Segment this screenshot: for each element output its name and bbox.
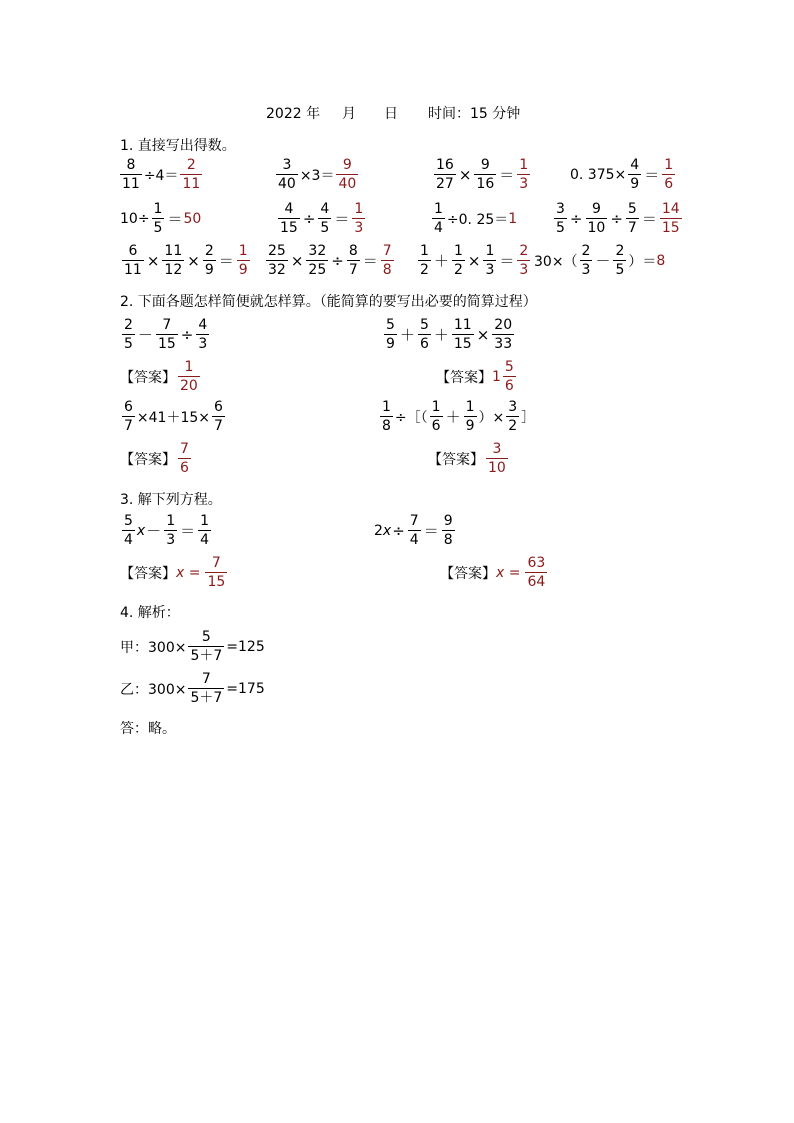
- fraction: $\frac{9}{8}$: [443, 513, 453, 548]
- equals: ＝: [644, 166, 660, 184]
- fraction: $\frac{3}{40}$: [278, 157, 296, 192]
- operator: ÷: [331, 251, 344, 270]
- q1-k: [416, 244, 532, 277]
- fraction: $\frac{11}{12}$: [164, 243, 183, 278]
- q1-i: [120, 244, 252, 277]
- q2-a: [120, 318, 211, 351]
- expr-text: 乙：300×: [120, 681, 187, 698]
- q2-a-answer: [120, 360, 202, 393]
- operator: ×: [467, 251, 481, 270]
- section-3-title: 3. 解下列方程。: [120, 492, 222, 508]
- expr-text: =175: [226, 680, 265, 697]
- expr-text: 0. 375×: [570, 166, 627, 183]
- q2-b: [382, 318, 516, 351]
- answer: 8: [656, 252, 666, 269]
- answer: $\frac{7}{6}$: [180, 441, 189, 476]
- fraction: $\frac{1}{2}$: [453, 243, 463, 278]
- fraction: $\frac{7}{4}$: [409, 513, 419, 548]
- equals: ＝: [499, 252, 515, 270]
- expr-text: 10÷: [120, 210, 150, 227]
- operator: ×: [458, 165, 472, 184]
- fraction: $\frac{1}{9}$: [465, 399, 475, 434]
- q3-a: [120, 514, 213, 547]
- fraction: $\frac{9}{16}$: [476, 157, 495, 192]
- q4-jia: [120, 630, 265, 663]
- equals: ＝: [641, 210, 657, 228]
- fraction: $\frac{6}{11}$: [124, 243, 142, 278]
- fraction: $\frac{9}{10}$: [587, 201, 606, 236]
- fraction: $\frac{1}{3}$: [485, 243, 495, 278]
- operator: ÷: [610, 209, 623, 228]
- q1-l: [534, 244, 665, 277]
- q2-d-answer: [428, 442, 510, 475]
- answer: $\frac{1}{3}$: [519, 157, 529, 192]
- fraction: $\frac{5}{6}$: [419, 317, 429, 352]
- q1-b: [274, 158, 360, 191]
- operator: ÷: [180, 325, 194, 344]
- equals: ＝: [180, 522, 196, 540]
- operator: ＋: [433, 252, 449, 270]
- expr-text: ÷［（: [394, 409, 428, 426]
- q2-b-answer: [436, 360, 518, 393]
- header-month: 月: [342, 106, 356, 122]
- q2-c: [120, 400, 227, 433]
- fraction: $\frac{5}{7}$: [627, 201, 637, 236]
- answer: 1 $\frac{5}{6}$: [492, 359, 514, 394]
- variable: x: [382, 522, 392, 539]
- fraction: $\frac{1}{5}$: [153, 201, 163, 236]
- expr-text: 甲：300×: [120, 639, 187, 656]
- fraction: $\frac{32}{25}$: [308, 243, 327, 278]
- answer-label: 【答案】: [436, 369, 492, 386]
- operator: －: [137, 326, 153, 344]
- answer-label: 【答案】: [428, 451, 484, 468]
- expr-text: 30×（: [534, 253, 578, 270]
- answer-label: 【答案】: [120, 369, 176, 386]
- fraction: $\frac{3}{5}$: [556, 201, 565, 236]
- answer: 50: [183, 210, 202, 227]
- fraction: $\frac{2}{5}$: [124, 317, 133, 352]
- answer: $\frac{9}{40}$: [338, 157, 357, 192]
- fraction: $\frac{1}{2}$: [420, 243, 429, 278]
- fraction: $\frac{4}{15}$: [280, 201, 298, 236]
- answer-label: 【答案】: [120, 565, 176, 582]
- operator: ×: [146, 251, 160, 270]
- q1-d: [570, 158, 677, 191]
- answer: $\frac{3}{10}$: [488, 441, 506, 476]
- fraction: $\frac{2}{9}$: [204, 243, 214, 278]
- fraction: $\frac{16}{27}$: [436, 157, 454, 192]
- q2-c-answer: [120, 442, 193, 475]
- operator: ÷: [392, 521, 405, 540]
- operator: ＋: [399, 326, 415, 344]
- operator: ＋: [445, 408, 461, 426]
- fraction: $\frac{4}{9}$: [630, 157, 640, 192]
- fraction: $\frac{2}{5}$: [615, 243, 625, 278]
- q1-e: [120, 202, 201, 235]
- answer: $\frac{2}{11}$: [182, 157, 201, 192]
- expr-text: ÷4＝: [143, 167, 179, 184]
- answer-label: 【答案】: [120, 451, 176, 468]
- answer: $\frac{7}{8}$: [382, 243, 392, 278]
- answer: $\frac{1}{3}$: [354, 201, 364, 236]
- section-1-title: 1. 直接写出得数。: [120, 138, 236, 154]
- answer: $\frac{14}{15}$: [661, 201, 680, 236]
- answer: x = $\frac{7}{15}$: [176, 555, 226, 590]
- q2-d: [378, 400, 535, 433]
- q4-yi: [120, 672, 265, 705]
- expr-text: ）×: [478, 409, 505, 426]
- answer: 1: [508, 210, 518, 227]
- expr-text: ×41＋15×: [136, 409, 211, 426]
- fraction: $\frac{4}{3}$: [198, 317, 208, 352]
- fraction: $\frac{5}{4}$: [124, 513, 133, 548]
- fraction: $\frac{3}{2}$: [508, 399, 518, 434]
- q1-g: [430, 202, 517, 235]
- fraction: $\frac{1}{6}$: [431, 399, 441, 434]
- q1-h: [552, 202, 684, 235]
- section-4-title: 4. 解析：: [120, 605, 180, 621]
- variable: x: [136, 522, 146, 539]
- fraction: $\frac{1}{4}$: [434, 201, 443, 236]
- q1-a: [118, 158, 204, 191]
- q3-a-answer: [120, 556, 229, 589]
- operator: ÷: [302, 209, 316, 228]
- expr-text: ）＝: [628, 253, 657, 270]
- header-day: 日: [384, 106, 398, 122]
- fraction: $\frac{6}{7}$: [124, 399, 133, 434]
- fraction: $\frac{7}{15}$: [157, 317, 176, 352]
- fraction: $\frac{20}{33}$: [494, 317, 513, 352]
- q4-final: 答：略。: [120, 721, 176, 737]
- q1-f: [276, 202, 367, 235]
- expr-text: =125: [226, 638, 265, 655]
- operator: －: [595, 252, 611, 270]
- q1-j: [264, 244, 396, 277]
- operator: －: [146, 522, 162, 540]
- fraction: $\frac{8}{11}$: [122, 157, 140, 192]
- fraction: $\frac{5}{5+7}$: [190, 629, 223, 664]
- q1-c: [432, 158, 532, 191]
- answer: $\frac{1}{9}$: [238, 243, 248, 278]
- expr-text: 2: [374, 522, 383, 539]
- fraction: $\frac{6}{7}$: [214, 399, 223, 434]
- q3-b-answer: [440, 556, 549, 589]
- header-time: 时间：15 分钟: [428, 106, 521, 122]
- fraction: $\frac{7}{5+7}$: [190, 671, 223, 706]
- answer-label: 【答案】: [440, 565, 496, 582]
- operator: ×: [290, 251, 304, 270]
- expr-text: ÷0. 25＝: [446, 211, 509, 228]
- operator: ×: [476, 325, 490, 344]
- expr-text: ×3＝: [299, 167, 335, 184]
- equals: ＝: [334, 210, 350, 228]
- answer: x = $\frac{63}{64}$: [496, 555, 546, 590]
- equals: ＝: [499, 166, 515, 184]
- equals: ＝: [218, 252, 234, 270]
- fraction: $\frac{8}{7}$: [348, 243, 358, 278]
- operator: ×: [187, 251, 200, 270]
- fraction: $\frac{1}{8}$: [382, 399, 391, 434]
- answer: $\frac{1}{6}$: [664, 157, 674, 192]
- equals: ＝: [362, 252, 378, 270]
- operator: ＋: [433, 326, 449, 344]
- answer: $\frac{2}{3}$: [519, 243, 529, 278]
- fraction: $\frac{1}{4}$: [200, 513, 210, 548]
- expr-text: ］: [521, 409, 536, 426]
- fraction: $\frac{25}{32}$: [268, 243, 286, 278]
- answer: $\frac{1}{20}$: [180, 359, 198, 394]
- fraction: $\frac{2}{3}$: [581, 243, 591, 278]
- q3-b: [374, 514, 457, 547]
- equals: ＝: [167, 210, 183, 228]
- header-year: 2022 年: [266, 106, 321, 122]
- section-2-title: 2. 下面各题怎样简便就怎样算。（能简算的要写出必要的简算过程）: [120, 294, 537, 310]
- operator: ÷: [569, 209, 583, 228]
- equals: ＝: [423, 522, 439, 540]
- fraction: $\frac{1}{3}$: [166, 513, 176, 548]
- fraction: $\frac{4}{5}$: [320, 201, 330, 236]
- fraction: $\frac{5}{9}$: [386, 317, 395, 352]
- fraction: $\frac{11}{15}$: [453, 317, 472, 352]
